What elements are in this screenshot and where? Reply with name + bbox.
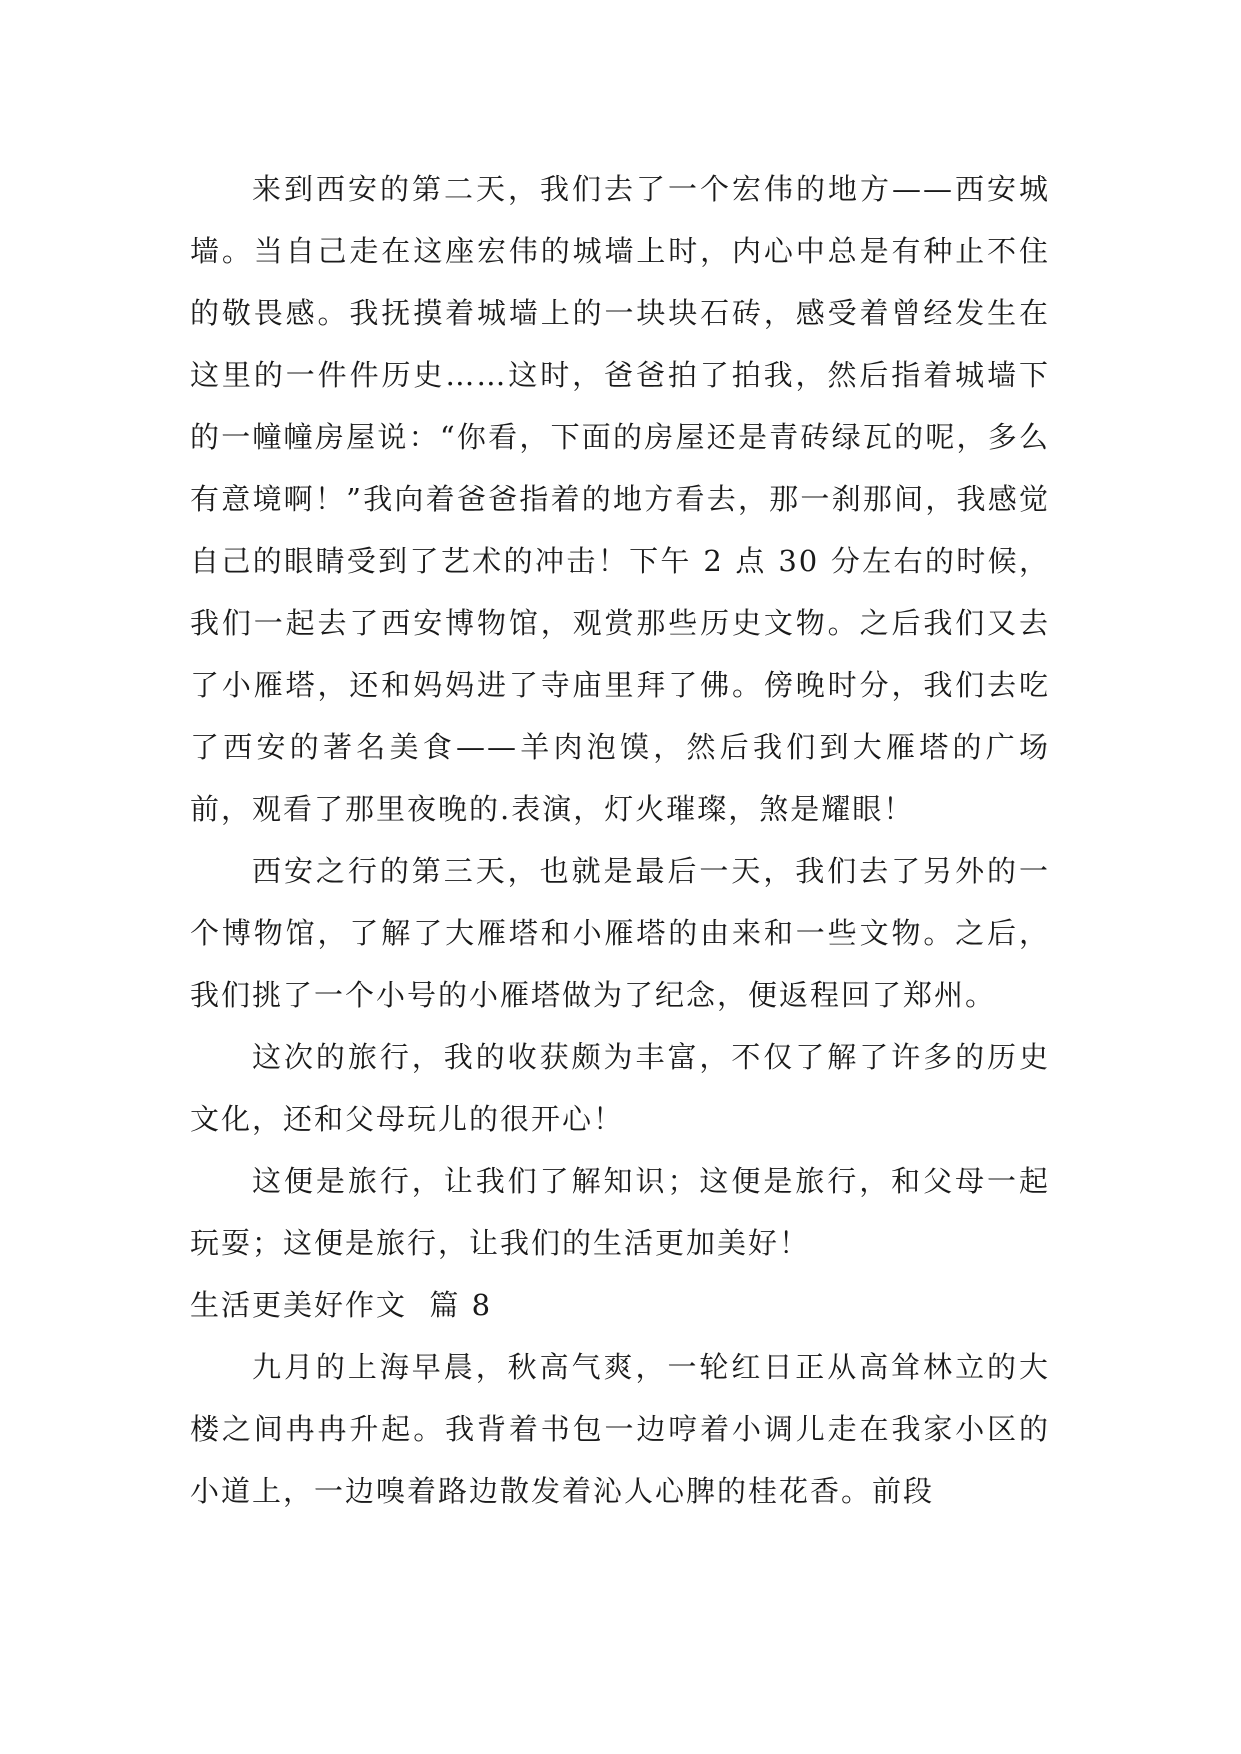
paragraph-travel-conclusion: 这便是旅行，让我们了解知识；这便是旅行，和父母一起玩耍；这便是旅行，让我们的生活更加美好！ [190,1164,1050,1260]
paragraph-travel-gains: 这次的旅行，我的收获颇为丰富，不仅了解了许多的历史文化，还和父母玩儿的很开心！ [190,1040,1050,1136]
paragraph-shanghai-morning: 九月的上海早晨，秋高气爽，一轮红日正从高耸林立的大楼之间冉冉升起。我背着书包一边哼着小调儿走在我家小区的小道上，一边嗅着路边散发着沁人心脾的桂花香。前段 [190,1350,1050,1508]
section-heading: 生活更美好作文 篇 8 [190,1288,493,1322]
paragraph-third-day: 西安之行的第三天，也就是最后一天，我们去了另外的一个博物馆，了解了大雁塔和小雁塔的由来和一些文物。之后，我们挑了一个小号的小雁塔做为了纪念，便返程回了郑州。 [190,854,1050,1012]
document-body [190,158,1050,1522]
paragraph-xian-city-wall: 来到西安的第二天，我们去了一个宏伟的地方——西安城墙。当自己走在这座宏伟的城墙上时，内心中总是有种止不住的敬畏感。我抚摸着城墙上的一块块石砖，感受着曾经发生在这里的一件件历史……这时，爸爸拍了拍我，然后指着城墙下的一幢幢房屋说：“你看，下面的房屋还是青砖绿瓦的呢，多么有意境啊！”我向着爸爸指着的地方看去，那一刹那间，我感觉自己的眼睛受到了艺术的冲击！下午 2 点 30 分左右的时候，我们一起去了西安博物馆，观赏那些历史文物。之后我们又去了小雁塔，还和妈妈进了寺庙里拜了佛。傍晚时分，我们去吃了西安的著名美食——羊肉泡馍，然后我们到大雁塔的广场前，观看了那里夜晚的.表演，灯火璀璨，煞是耀眼！ [190,172,1050,826]
